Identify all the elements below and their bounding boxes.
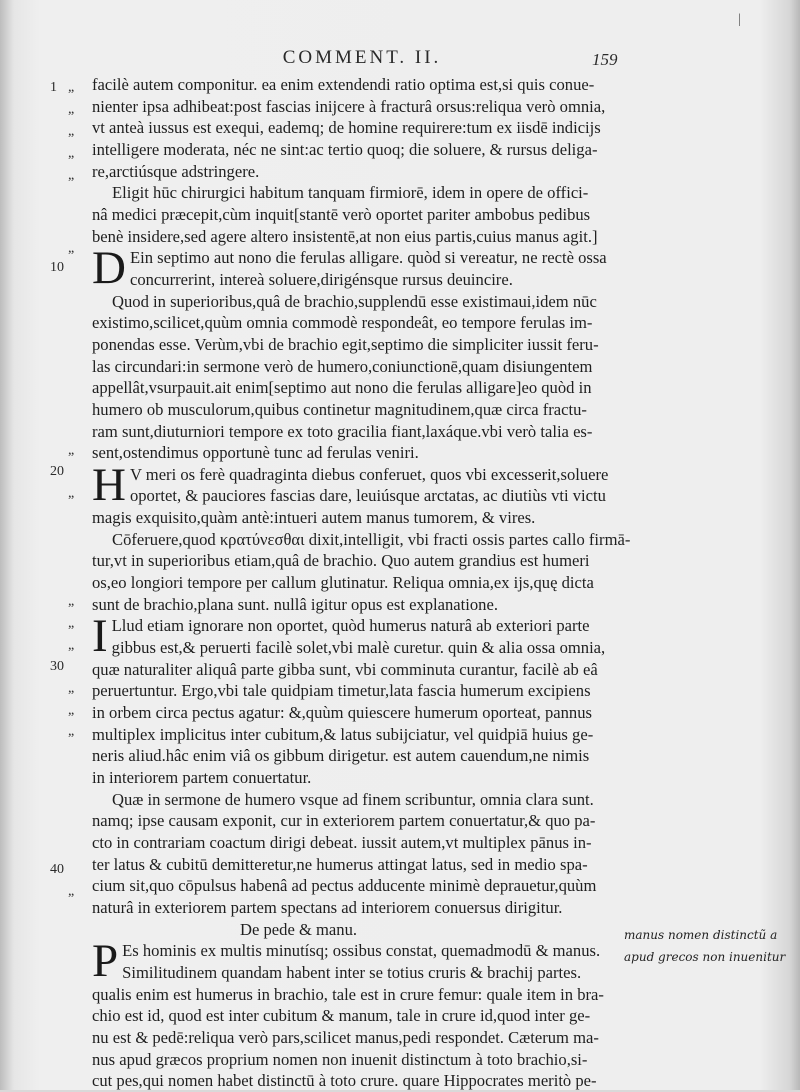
text-line: in orbem circa pectus agatur: &,quùm quiescere humerum oporteat, pannus <box>92 703 592 723</box>
text-line: magis exquisito,quàm antè:intueri autem manus tumorem, & vires. <box>92 508 536 528</box>
text-line: appellât,vsurpauit.ait enim[septimo aut nono die ferulas alligare]eo quòd in <box>92 378 592 398</box>
text-line: Quæ in sermone de humero vsque ad finem scribuntur, omnia clara sunt. <box>112 789 594 809</box>
text-line: tur,vt in superioribus etiam,quâ de brachio. Quo autem grandius est humeri <box>92 551 590 571</box>
text-line: humero ob musculorum,quibus continetur magnitudinem,quæ circa fractu- <box>92 399 587 419</box>
running-head: COMMENT. II. <box>282 47 442 68</box>
text-line: qualis enim est humerus in brachio, tale est in crure femur: quale item in bra- <box>92 984 604 1004</box>
text-line: existimo,scilicet,quùm omnia commodè respondeât, eo tempore ferulas im- <box>92 313 593 333</box>
text-line: oportet, & pauciores fascias dare, leuiúsque arctatas, ac diutiùs vti victu <box>129 486 606 506</box>
quote-mark: „ <box>68 80 75 95</box>
line-number: 20 <box>50 464 64 479</box>
quote-mark: „ <box>68 146 75 161</box>
text-line: Similitudinem quandam habent inter se totius cruris & brachij partes. <box>122 962 582 982</box>
text-line: neris aliud.hâc enim viâ os gibbum dirigetur. est autem cauendum,ne nimis <box>92 746 590 766</box>
text-line: ter latus & cubitū demitteretur,ne humerus attingat latus, sed in medio spa- <box>92 854 588 874</box>
text-line: Quod in superioribus,quâ de brachio,supplendū esse existimaui,idem nūc <box>112 291 597 311</box>
text-line: Eligit hūc chirurgici habitum tanquam firmiorē, idem in opere de offici- <box>112 183 589 203</box>
paragraph-dropcap-p <box>92 935 620 988</box>
quote-mark: „ <box>68 124 75 139</box>
text-line: Llud etiam ignorare non oportet, quòd humerus naturâ ab exteriori parte <box>111 616 590 636</box>
text-line: ram sunt,diuturniori tempore ex toto gracilia fiant,laxáque.vbi verò talia es- <box>92 421 593 441</box>
line-number: 30 <box>50 659 64 674</box>
text-line: nus apud græcos proprium nomen non inuenit distinctum à toto brachio,si- <box>92 1049 588 1069</box>
quote-mark: „ <box>68 884 75 899</box>
line-number: 1 <box>50 80 57 95</box>
text-line: namq; ipse causam exponit, cur in exteriorem partem conuertatur,& quo pa- <box>92 811 596 831</box>
quote-mark: „ <box>68 703 75 718</box>
text-line: os,eo longiori tempore per callum glutinatur. Reliqua omnia,ex ijs,quę dicta <box>92 573 594 593</box>
quote-mark: „ <box>68 681 75 696</box>
drop-capital: H <box>92 458 126 511</box>
text-line: naturâ in exteriorem partem spectans ad interiorem conuersus dirigitur. <box>92 897 563 917</box>
handwritten-note: apud grecos non inuenitur <box>624 950 786 964</box>
text-line: chio est id, quod est inter cubitum & manum, tale in crure id,quod inter ge- <box>92 1006 591 1026</box>
text-line: concurrerint, intereà soluere,dirigénsque rursus deuincire. <box>129 269 513 289</box>
paragraph-dropcap-h <box>92 458 620 511</box>
text-line: intelligere moderata, néc ne sint:ac tertio quoq; die soluere, & rursus deliga- <box>92 139 598 159</box>
paragraph-dropcap-d <box>92 242 620 295</box>
text-line: cut pes,qui nomen habet distinctū à toto crure. quare Hippocrates meritò pe- <box>92 1071 597 1091</box>
section-heading: De pede & manu. <box>240 919 358 939</box>
paragraph-dropcap-i <box>92 610 620 663</box>
text-line: las circundari:in sermone verò de humero,coniunctionē,quam disiungentem <box>92 356 593 376</box>
text-line: sunt de brachio,plana sunt. nullâ igitur opus est explanatione. <box>92 594 498 614</box>
quote-mark: „ <box>68 616 75 631</box>
text-line: Es hominis ex multis minutísq; ossibus constat, quemadmodū & manus. <box>122 941 601 961</box>
text-line: V meri os ferè quadraginta diebus conferuet, quos vbi excesserit,soluere <box>129 464 609 484</box>
text-line: peruertuntur. Ergo,vbi tale quidpiam timetur,lata fascia humerum excipiens <box>92 681 591 701</box>
bleed-through-text <box>690 70 800 790</box>
line-number: 40 <box>50 862 64 877</box>
page-number: 159 <box>592 50 618 69</box>
text-line: sent,ostendimus opportunè tunc ad ferulas veniri. <box>92 443 419 463</box>
text-line: cium sit,quo cōpulsus habenâ ad pectus adducente minimè deprauetur,quùm <box>92 876 597 896</box>
text-line: benè insidere,sed agere altero insistentē,at non eius partis,cuius manus agit.] <box>92 226 598 246</box>
quote-mark: „ <box>68 102 75 117</box>
text-line: quæ naturaliter aliquâ parte gibba sunt, vbi comminuta curantur, facilè ab eâ <box>92 659 598 679</box>
text-line: Ein septimo aut nono die ferulas alligare. quòd si vereatur, ne rectè ossa <box>129 248 607 268</box>
drop-capital: D <box>92 242 126 295</box>
text-line: cto in contrariam coactum dirigi debeat. iussit autem,vt multiplex pānus in- <box>92 832 592 852</box>
text-line: nâ medici præcepit,cùm inquit[stantē verò oportet pariter ambobus pedibus <box>92 204 591 224</box>
drop-capital: P <box>92 935 119 988</box>
handwritten-note: manus nomen distinctũ a <box>624 928 778 942</box>
text-line: re,arctiúsque adstringere. <box>92 161 260 181</box>
text-line: facilè autem componitur. ea enim extendendi ratio optima est,si quis conue- <box>92 75 595 94</box>
quote-mark: „ <box>68 486 75 501</box>
page-mark: | <box>738 12 741 27</box>
quote-mark: „ <box>68 594 75 609</box>
quote-mark: „ <box>68 241 75 256</box>
text-line: Cōferuere,quod κρατύνεσθαι dixit,intelligit, vbi fracti ossis partes callo firmā- <box>112 529 631 549</box>
text-line: gibbus est,& peruerti facilè solet,vbi malè curetur. quin & alia ossa omnia, <box>111 638 606 658</box>
quote-mark: „ <box>68 724 75 739</box>
text-line: vt anteà iussus est exequi, eademq; de homine requirere:tum ex iisdē indicijs <box>92 118 601 138</box>
text-line: multiplex implicitus inter cubitum,& latus subijciatur, vel quidpiā huius ge- <box>92 724 594 744</box>
quote-mark: „ <box>68 443 75 458</box>
line-number: 10 <box>50 260 64 275</box>
text-line: ponendas esse. Verùm,vbi de brachio egit,septimo die simpliciter iussit feru- <box>92 334 599 354</box>
quote-mark: „ <box>68 638 75 653</box>
quote-mark: „ <box>68 168 75 183</box>
text-line: nienter ipsa adhibeat:post fascias inijcere à fracturâ orsus:reliqua verò omnia, <box>92 96 606 116</box>
text-line: in interiorem partem conuertatur. <box>92 768 312 787</box>
drop-capital: I <box>92 610 108 663</box>
main-text <box>92 74 631 1092</box>
text-line: nu est & pedē:reliqua verò pars,scilicet manus,pedi respondet. Cæterum ma- <box>92 1027 599 1047</box>
